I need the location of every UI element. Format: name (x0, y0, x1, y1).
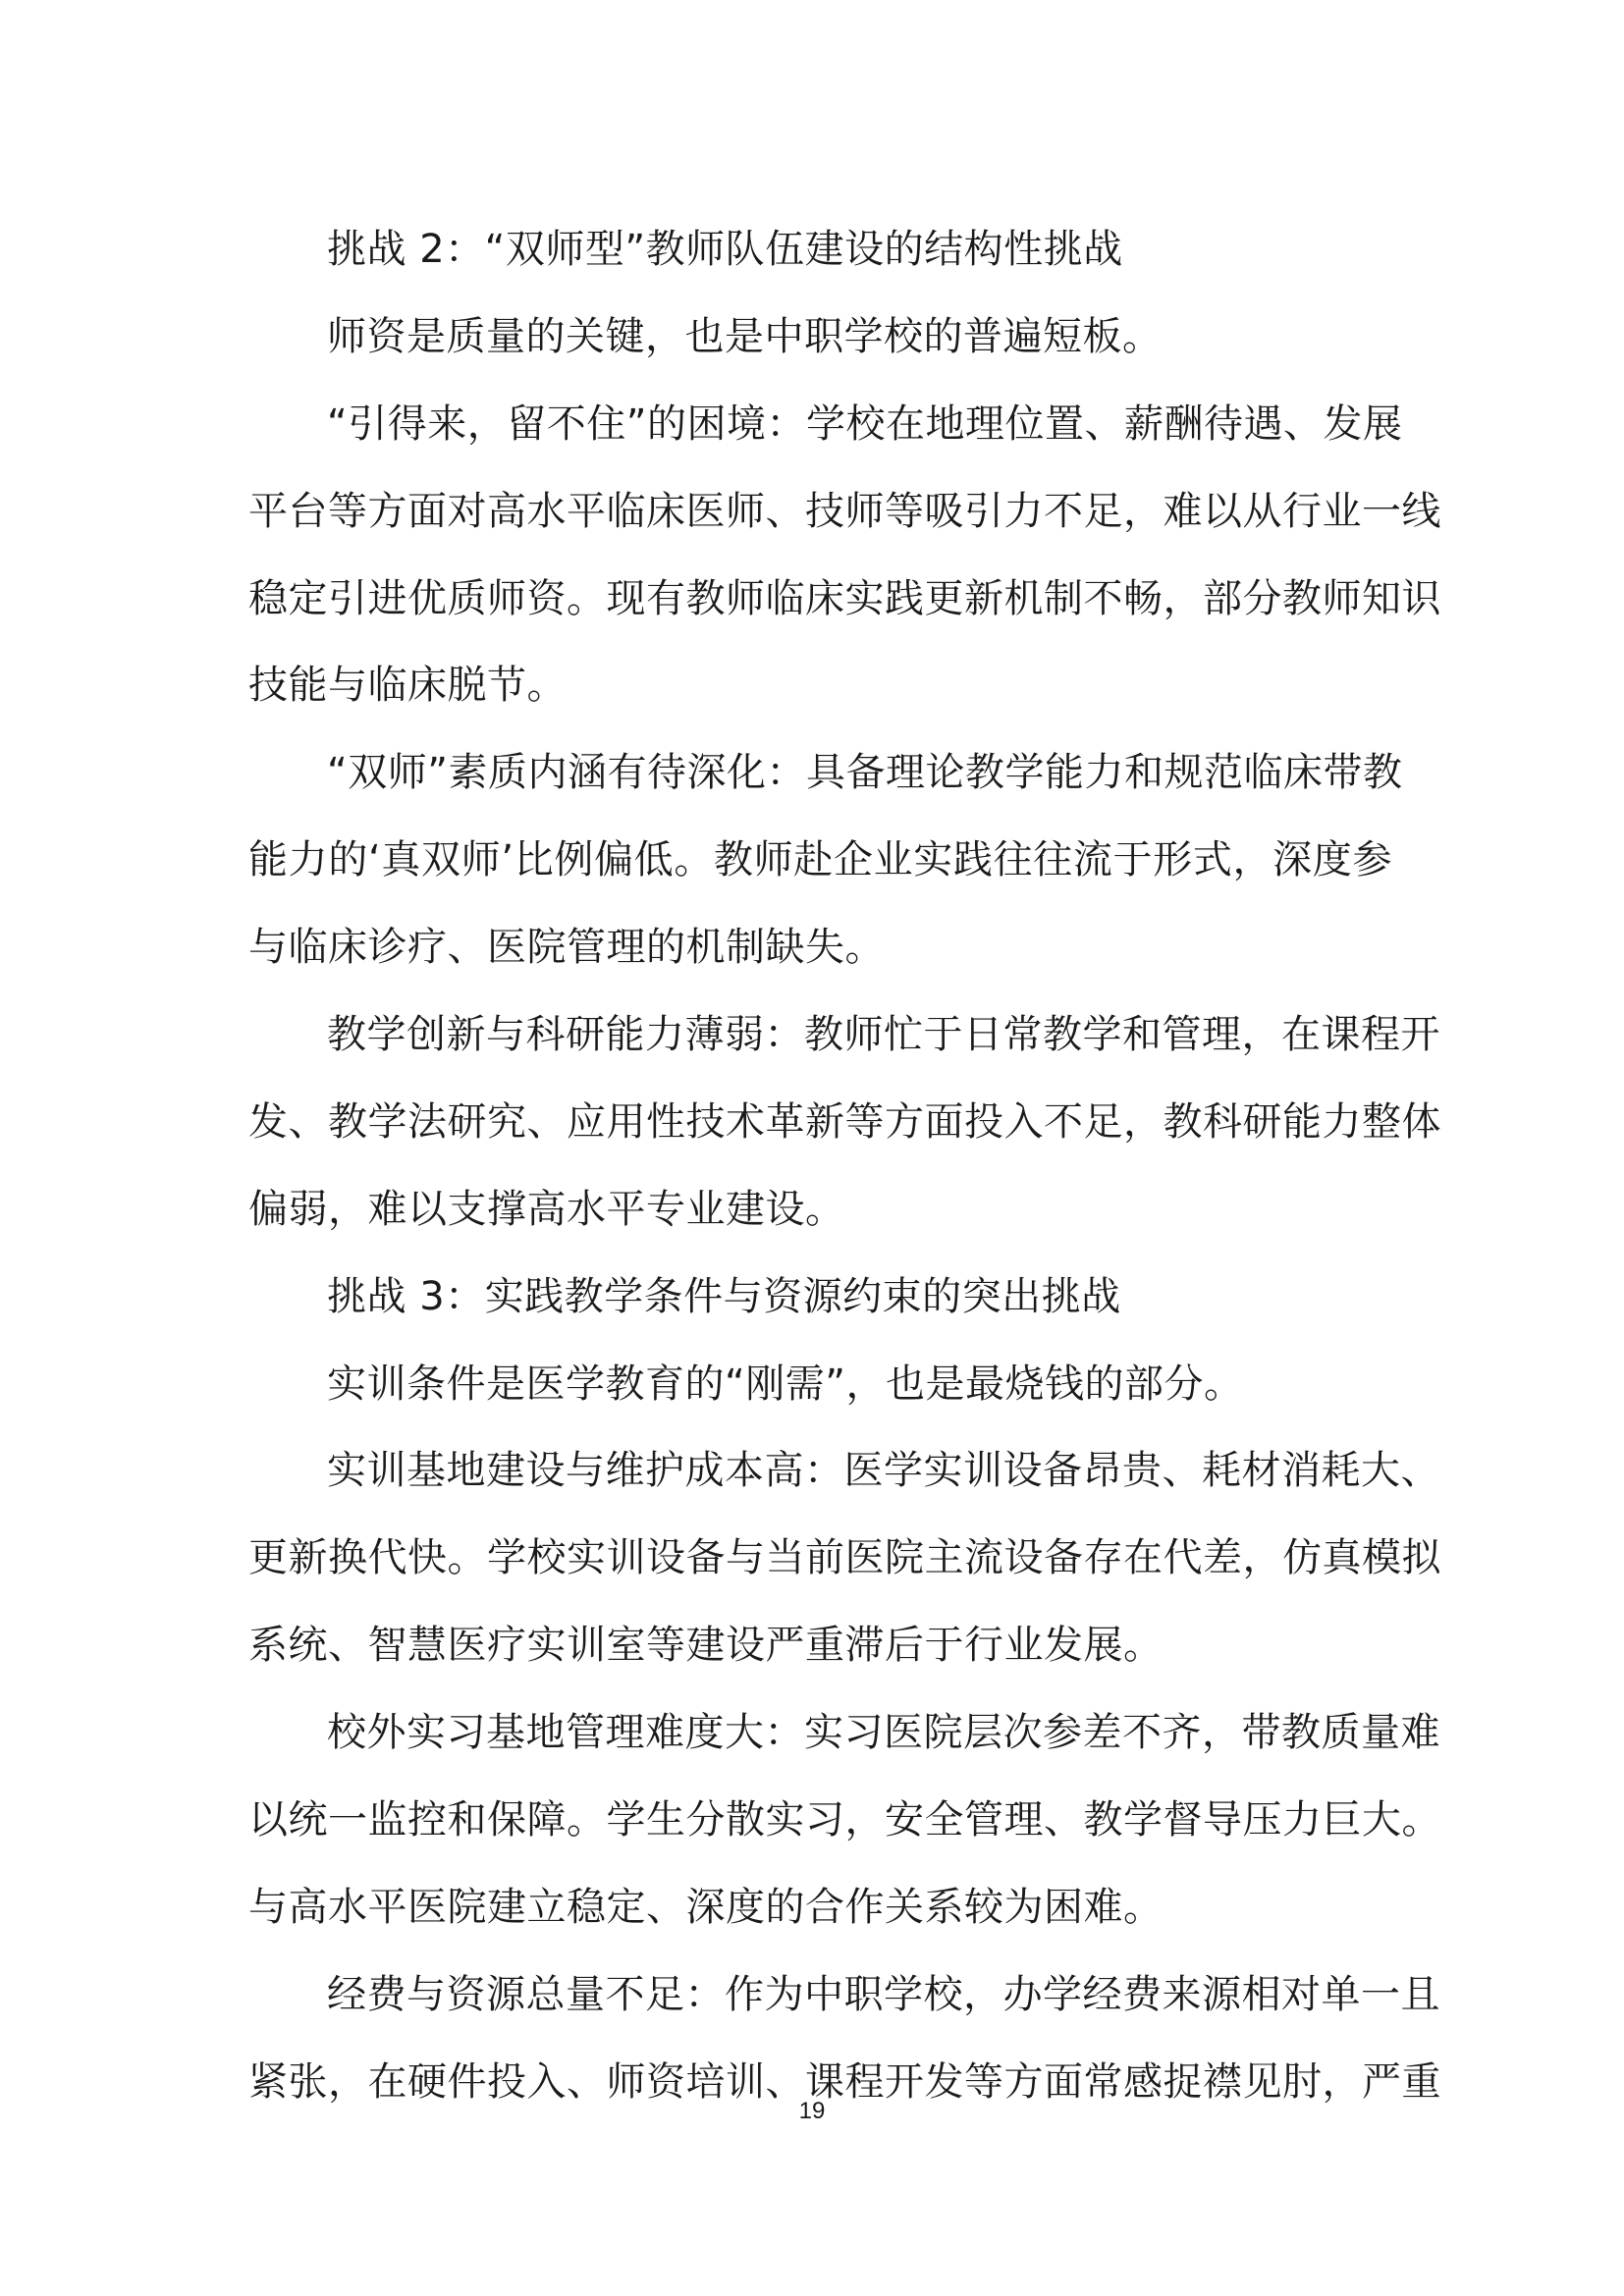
paragraph-line: 偏弱，难以支撑高水平专业建设。 (248, 1186, 845, 1232)
paragraph-line: 实训基地建设与维护成本高：医学实训设备昂贵、耗材消耗大、 (327, 1448, 1440, 1494)
paragraph-line: 实训条件是医学教育的“刚需”，也是最烧钱的部分。 (327, 1361, 1244, 1407)
paragraph-line: 技能与临床脱节。 (248, 663, 567, 709)
paragraph-line: 教学创新与科研能力薄弱：教师忙于日常教学和管理，在课程开 (327, 1012, 1440, 1058)
paragraph-line: 校外实习基地管理难度大：实习医院层次参差不齐，带教质量难 (327, 1710, 1440, 1756)
paragraph-line: 与临床诊疗、医院管理的机制缺失。 (248, 925, 885, 971)
page-body (248, 206, 1441, 2126)
paragraph-line: “双师”素质内涵有待深化：具备理论教学能力和规范临床带教 (327, 750, 1403, 796)
heading-challenge-3: 挑战 3：实践教学条件与资源约束的突出挑战 (327, 1273, 1121, 1319)
paragraph-line: “引得来，留不住”的困境：学校在地理位置、薪酬待遇、发展 (327, 400, 1403, 447)
paragraph-line: 与高水平医院建立稳定、深度的合作关系较为困难。 (248, 1884, 1164, 1930)
paragraph-line: 发、教学法研究、应用性技术革新等方面投入不足，教科研能力整体 (248, 1098, 1441, 1145)
paragraph-line: 以统一监控和保障。学生分散实习，安全管理、教学督导压力巨大。 (248, 1797, 1441, 1843)
paragraph-line: 平台等方面对高水平临床医师、技师等吸引力不足，难以从行业一线 (248, 488, 1441, 534)
heading-challenge-2: 挑战 2：“双师型”教师队伍建设的结构性挑战 (327, 227, 1123, 272)
paragraph-line: 更新换代快。学校实训设备与当前医院主流设备存在代差，仿真模拟 (248, 1535, 1441, 1581)
paragraph-line: 能力的‘真双师’比例偏低。教师赴企业实践往往流于形式，深度参 (248, 837, 1392, 883)
paragraph-line: 经费与资源总量不足：作为中职学校，办学经费来源相对单一且 (327, 1971, 1440, 2017)
paragraph-line: 稳定引进优质师资。现有教师临床实践更新机制不畅，部分教师知识 (248, 575, 1441, 621)
page-number: 19 (798, 2098, 826, 2124)
paragraph-line: 系统、智慧医疗实训室等建设严重滞后于行业发展。 (248, 1623, 1164, 1669)
paragraph-line: 师资是质量的关键，也是中职学校的普遍短板。 (327, 313, 1163, 359)
paragraph-line: 紧张，在硬件投入、师资培训、课程开发等方面常感捉襟见肘，严重 (248, 2058, 1441, 2105)
